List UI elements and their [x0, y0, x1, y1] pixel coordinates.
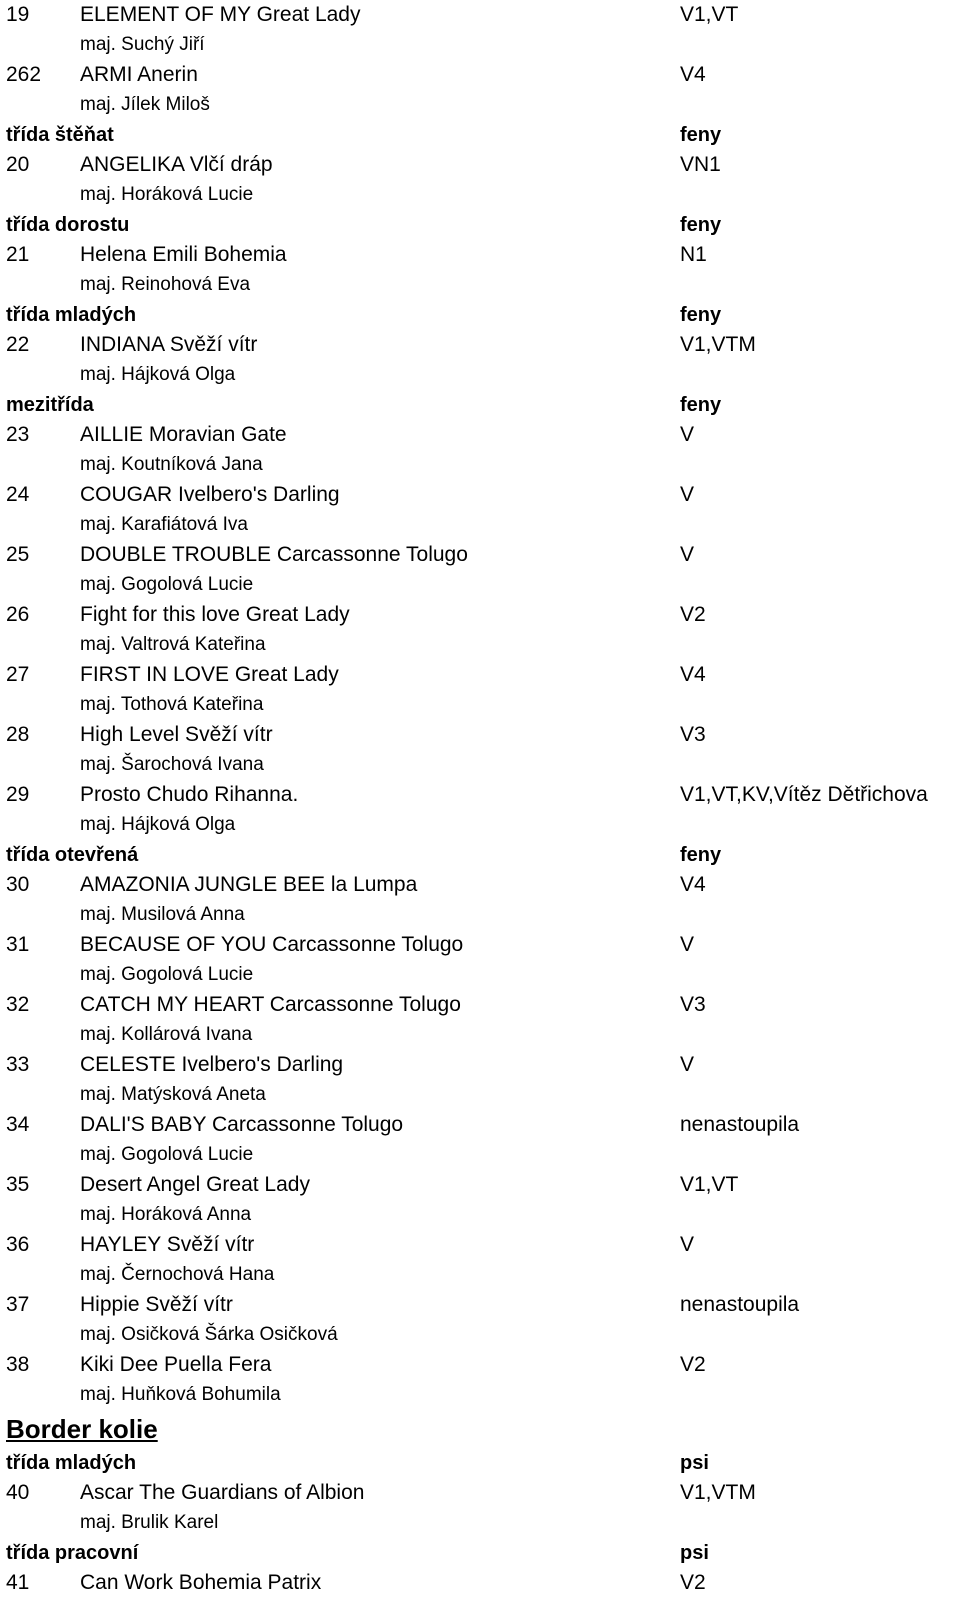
- entry-row: [0, 870, 960, 900]
- entry-row: [0, 720, 960, 750]
- entry-row: [0, 240, 960, 270]
- owner-row: [0, 900, 960, 930]
- result-grade: V2: [680, 1353, 706, 1376]
- breed-label: Border kolie: [6, 1414, 158, 1444]
- owner-name: maj. Valtrová Kateřina: [80, 634, 266, 655]
- catalog-number: 24: [6, 483, 30, 506]
- catalog-number: 40: [6, 1481, 30, 1504]
- owner-name: maj. Koutníková Jana: [80, 454, 263, 475]
- catalog-number: 27: [6, 663, 30, 686]
- entry-row: [0, 1350, 960, 1380]
- dog-name: ELEMENT OF MY Great Lady: [80, 3, 361, 26]
- class-sex: psi: [680, 1452, 709, 1474]
- class-sex: feny: [680, 214, 722, 236]
- catalog-number: 26: [6, 603, 30, 626]
- dog-name: Prosto Chudo Rihanna.: [80, 783, 299, 806]
- result-grade: V2: [680, 603, 706, 626]
- result-grade: V: [680, 423, 695, 446]
- owner-row: [0, 1508, 960, 1538]
- owner-name: maj. Reinohová Eva: [80, 274, 251, 295]
- entry-row: [0, 0, 960, 30]
- dog-name: Ascar The Guardians of Albion: [80, 1481, 365, 1504]
- owner-row: [0, 180, 960, 210]
- class-label: třída mladých: [6, 1452, 137, 1474]
- result-grade: V1,VTM: [680, 333, 756, 356]
- result-grade: V4: [680, 873, 706, 896]
- result-grade: V: [680, 933, 695, 956]
- owner-name: maj. Jílek Miloš: [80, 94, 210, 115]
- class-header: [0, 120, 960, 150]
- owner-name: maj. Kollárová Ivana: [80, 1024, 253, 1045]
- class-label: třída štěňat: [6, 124, 114, 146]
- owner-name: maj. Musilová Anna: [80, 904, 245, 925]
- result-grade: V1,VT: [680, 3, 739, 26]
- owner-row: [0, 1020, 960, 1050]
- result-grade: V: [680, 1053, 695, 1076]
- owner-row: [0, 510, 960, 540]
- catalog-number: 31: [6, 933, 30, 956]
- dog-name: COUGAR Ivelbero's Darling: [80, 483, 340, 506]
- entry-row: [0, 1568, 960, 1598]
- class-label: třída otevřená: [6, 844, 139, 866]
- class-sex: feny: [680, 844, 722, 866]
- owner-name: maj. Matýsková Aneta: [80, 1084, 266, 1105]
- owner-name: maj. Hájková Olga: [80, 814, 236, 835]
- result-grade: V: [680, 1233, 695, 1256]
- result-grade: V2: [680, 1571, 706, 1594]
- entry-row: [0, 990, 960, 1020]
- owner-row: [0, 1260, 960, 1290]
- result-grade: V1,VT: [680, 1173, 739, 1196]
- dog-name: Kiki Dee Puella Fera: [80, 1353, 272, 1376]
- owner-row: [0, 630, 960, 660]
- owner-row: [0, 570, 960, 600]
- entry-row: [0, 1478, 960, 1508]
- catalog-number: 33: [6, 1053, 30, 1076]
- entry-row: [0, 1170, 960, 1200]
- catalog-number: 22: [6, 333, 30, 356]
- entry-row: [0, 1230, 960, 1260]
- dog-name: Desert Angel Great Lady: [80, 1173, 310, 1196]
- entry-row: [0, 1290, 960, 1320]
- entry-row: [0, 330, 960, 360]
- class-header: [0, 300, 960, 330]
- owner-name: maj. Gogolová Lucie: [80, 574, 254, 595]
- entry-row: [0, 60, 960, 90]
- class-sex: feny: [680, 124, 722, 146]
- owner-row: [0, 810, 960, 840]
- catalog-number: 38: [6, 1353, 30, 1376]
- result-grade: V1,VT,KV,Vítěz Dětřichova: [680, 783, 928, 806]
- dog-name: HAYLEY Svěží vítr: [80, 1233, 255, 1256]
- class-sex: feny: [680, 394, 722, 416]
- owner-name: maj. Horáková Anna: [80, 1204, 252, 1225]
- owner-name: maj. Karafiátová Iva: [80, 514, 248, 535]
- dog-name: DOUBLE TROUBLE Carcassonne Tolugo: [80, 543, 468, 566]
- catalog-number: 36: [6, 1233, 30, 1256]
- class-label: třída dorostu: [6, 214, 130, 236]
- owner-row: [0, 360, 960, 390]
- class-label: třída pracovní: [6, 1542, 139, 1564]
- dog-name: CATCH MY HEART Carcassonne Tolugo: [80, 993, 461, 1016]
- result-grade: V1,VTM: [680, 1481, 756, 1504]
- dog-name: Hippie Svěží vítr: [80, 1293, 233, 1316]
- catalog-number: 28: [6, 723, 30, 746]
- entry-row: [0, 930, 960, 960]
- entry-row: [0, 480, 960, 510]
- class-label: mezitřída: [6, 394, 94, 416]
- catalog-number: 262: [6, 63, 42, 86]
- catalog-number: 34: [6, 1113, 30, 1136]
- owner-row: [0, 1140, 960, 1170]
- owner-name: maj. Huňková Bohumila: [80, 1384, 281, 1405]
- dog-name: AILLIE Moravian Gate: [80, 423, 287, 446]
- result-grade: V3: [680, 993, 706, 1016]
- catalog-number: 25: [6, 543, 30, 566]
- owner-row: [0, 960, 960, 990]
- owner-row: [0, 1080, 960, 1110]
- result-grade: V: [680, 483, 695, 506]
- owner-name: maj. Suchý Jiří: [80, 34, 205, 55]
- breed-heading: [0, 1410, 960, 1448]
- dog-name: DALI'S BABY Carcassonne Tolugo: [80, 1113, 404, 1136]
- class-sex: psi: [680, 1542, 709, 1564]
- result-grade: V4: [680, 663, 706, 686]
- owner-row: [0, 30, 960, 60]
- owner-name: maj. Tothová Kateřina: [80, 694, 264, 715]
- catalog-number: 21: [6, 243, 30, 266]
- result-grade: V3: [680, 723, 706, 746]
- dog-name: ARMI Anerin: [80, 63, 198, 86]
- catalog-number: 30: [6, 873, 30, 896]
- catalog-number: 37: [6, 1293, 30, 1316]
- entry-row: [0, 660, 960, 690]
- class-header: [0, 840, 960, 870]
- dog-name: CELESTE Ivelbero's Darling: [80, 1053, 344, 1076]
- owner-row: [0, 690, 960, 720]
- dog-name: High Level Svěží vítr: [80, 723, 273, 746]
- catalog-number: 32: [6, 993, 30, 1016]
- class-label: třída mladých: [6, 304, 137, 326]
- dog-name: INDIANA Svěží vítr: [80, 333, 258, 356]
- class-sex: feny: [680, 304, 722, 326]
- result-grade: VN1: [680, 153, 721, 176]
- class-header: [0, 1448, 960, 1478]
- owner-row: [0, 90, 960, 120]
- result-grade: V: [680, 543, 695, 566]
- result-grade: V4: [680, 63, 706, 86]
- entry-row: [0, 1050, 960, 1080]
- owner-name: maj. Gogolová Lucie: [80, 964, 254, 985]
- result-grade: N1: [680, 243, 707, 266]
- dog-name: Can Work Bohemia Patrix: [80, 1571, 322, 1594]
- owner-name: maj. Hájková Olga: [80, 364, 236, 385]
- dog-name: Fight for this love Great Lady: [80, 603, 350, 626]
- entry-row: [0, 540, 960, 570]
- dog-name: Helena Emili Bohemia: [80, 243, 287, 266]
- owner-row: [0, 1320, 960, 1350]
- owner-name: maj. Černochová Hana: [80, 1264, 275, 1285]
- catalog-number: 35: [6, 1173, 30, 1196]
- owner-name: maj. Osičková Šárka Osičková: [80, 1324, 338, 1345]
- catalog-number: 23: [6, 423, 30, 446]
- dog-name: ANGELIKA Vlčí dráp: [80, 153, 273, 176]
- entry-row: [0, 150, 960, 180]
- dog-name: FIRST IN LOVE Great Lady: [80, 663, 339, 686]
- owner-row: [0, 1380, 960, 1410]
- catalog-number: 20: [6, 153, 30, 176]
- entry-row: [0, 420, 960, 450]
- dog-name: BECAUSE OF YOU Carcassonne Tolugo: [80, 933, 464, 956]
- entry-row: [0, 1110, 960, 1140]
- catalog-number: 29: [6, 783, 30, 806]
- owner-name: maj. Šarochová Ivana: [80, 754, 264, 775]
- class-header: [0, 1538, 960, 1568]
- catalog-number: 41: [6, 1571, 30, 1594]
- owner-name: maj. Horáková Lucie: [80, 184, 254, 205]
- class-header: [0, 210, 960, 240]
- result-grade: nenastoupila: [680, 1113, 800, 1136]
- dog-name: AMAZONIA JUNGLE BEE la Lumpa: [80, 873, 418, 896]
- owner-row: [0, 750, 960, 780]
- owner-name: maj. Brulik Karel: [80, 1512, 219, 1533]
- owner-row: [0, 1200, 960, 1230]
- entry-row: [0, 600, 960, 630]
- result-grade: nenastoupila: [680, 1293, 800, 1316]
- owner-name: maj. Gogolová Lucie: [80, 1144, 254, 1165]
- entry-row: [0, 780, 960, 810]
- class-header: [0, 390, 960, 420]
- catalog-number: 19: [6, 3, 30, 26]
- owner-row: [0, 450, 960, 480]
- owner-row: [0, 270, 960, 300]
